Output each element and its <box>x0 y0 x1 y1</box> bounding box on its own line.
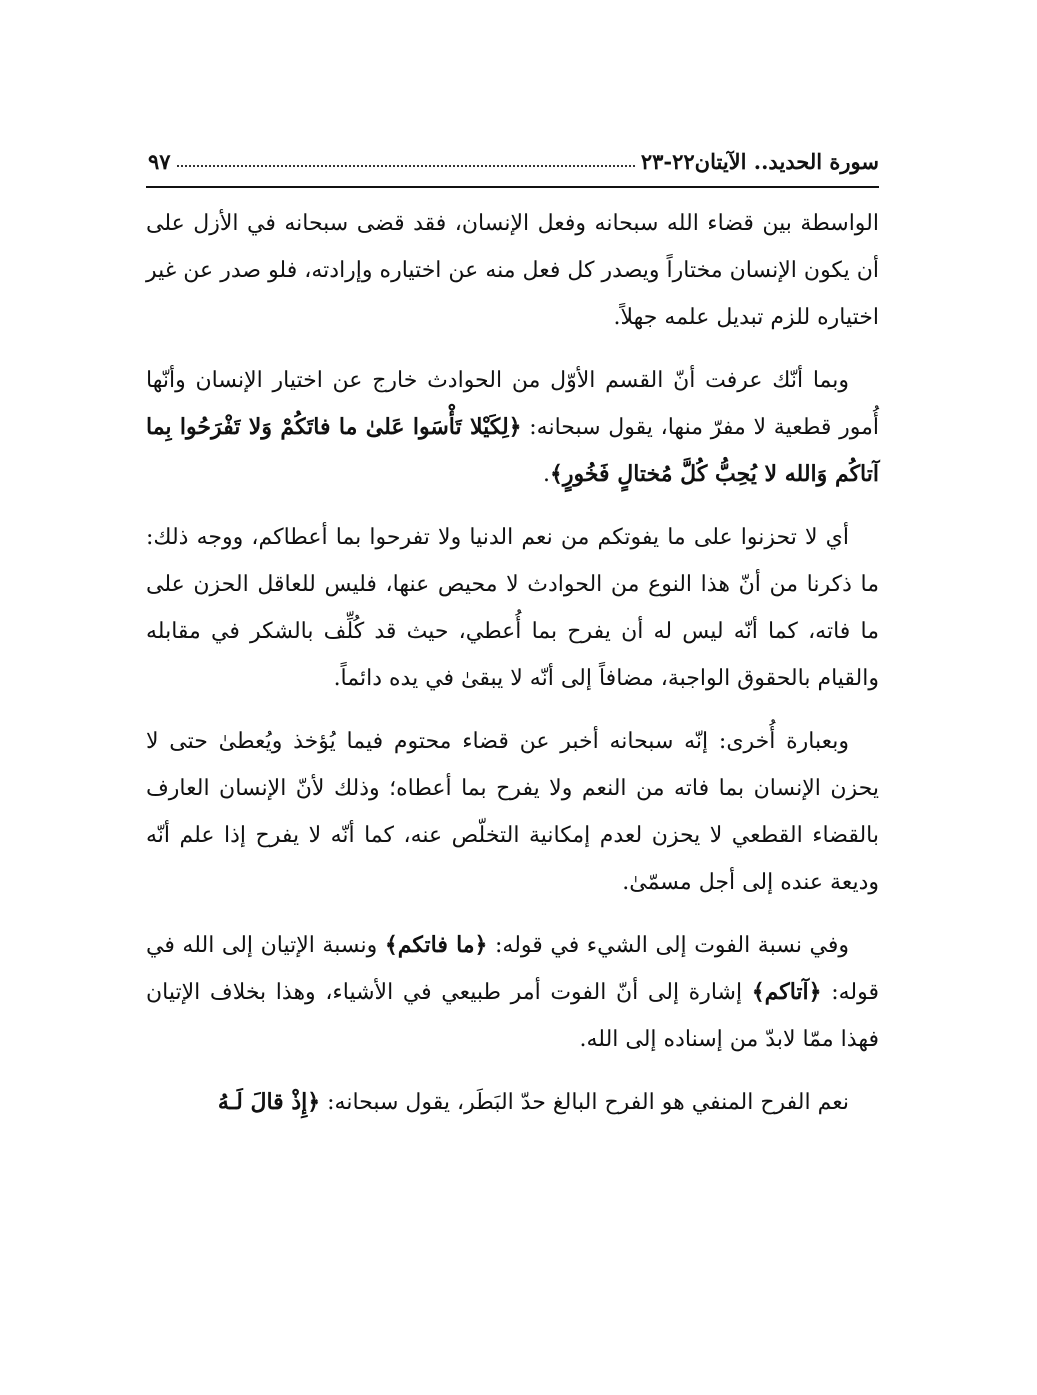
paragraph-text: وبعبارة أُخرى: إنّه سبحانه أخبر عن قضاء محتوم فيما يُؤخذ ويُعطىٰ حتى لا يحزن الإنسان بما فاته من النعم ولا يفرح بما أعطاه؛ وذلك لأنّ الإنسان العارف بالقضاء القطعي لا يحزن لعدم إمكانية التخلّص عنه، كما أنّه لا يفرح إذا علم أنّه وديعة عنده إلى أجل مسمّىٰ. <box>146 729 879 895</box>
paragraph-text: الواسطة بين قضاء الله سبحانه وفعل الإنسان، فقد قضى سبحانه في الأزل على أن يكون الإنسان مختاراً ويصدر كل فعل منه عن اختياره وإرادته، فلو صدر عن غير اختياره للزم تبديل علمه جهلاً. <box>146 211 879 330</box>
paragraph-text: ونسبة الإتيان إلى الله في قوله: <box>146 933 879 1005</box>
header-dot-leader <box>177 165 635 167</box>
quran-verse: ﴿آتاكم﴾ <box>751 979 822 1005</box>
paragraph-text: . <box>542 462 550 487</box>
paragraph-text: أي لا تحزنوا على ما يفوتكم من نعم الدنيا ولا تفرحوا بما أعطاكم، ووجه ذلك: ما ذكرنا من أنّ هذا النوع من الحوادث لا محيص عنها، فليس للعاقل الحزن على ما فاته، كما أنّه ليس له أن يفرح بما أُعطي، حيث قد كُلِّف بالشكر في مقابله والقيام بالحقوق الواجبة، مضافاً إلى أنّه لا يبقىٰ في يده دائماً. <box>146 525 879 691</box>
quran-verse: ﴿لِكَيْلا تَأْسَوا عَلىٰ ما فاتَكُمْ وَلا تَفْرَحُوا بِما آتاكُم وَالله لا يُحِبُّ كُلَّ مُختالٍ فَخُورٍ﴾ <box>146 414 879 487</box>
paragraph-text: نعم الفرح المنفي هو الفرح البالغ حدّ البَطَر، يقول سبحانه: <box>320 1090 849 1115</box>
paragraph-text: وفي نسبة الفوت إلى الشيء في قوله: <box>487 933 850 958</box>
page-number: ٩٧ <box>148 149 171 174</box>
header-divider <box>146 186 879 188</box>
paragraph-3 <box>146 514 879 702</box>
body-text <box>146 200 879 1126</box>
paragraph-text: وبما أنّك عرفت أنّ القسم الأوّل من الحوادث خارج عن اختيار الإنسان وأنّها أُمور قطعية لا مفرّ منها، يقول سبحانه: <box>146 368 879 440</box>
paragraph-4 <box>146 718 879 906</box>
running-header <box>148 140 879 174</box>
header-title: سورة الحديد.. الآيتان٢٢-٢٣ <box>640 149 879 174</box>
paragraph-2 <box>146 357 879 498</box>
paragraph-1 <box>146 200 879 341</box>
quran-verse: ﴿ما فاتكم﴾ <box>384 932 488 958</box>
quran-verse: ﴿إِذْ قالَ لَـهُ <box>217 1089 321 1115</box>
paragraph-6 <box>146 1079 879 1126</box>
paragraph-text: إشارة إلى أنّ الفوت أمر طبيعي في الأشياء، وهذا بخلاف الإتيان فهذا ممّا لابدّ من إسناده إلى الله. <box>146 980 879 1052</box>
paragraph-5 <box>146 922 879 1063</box>
